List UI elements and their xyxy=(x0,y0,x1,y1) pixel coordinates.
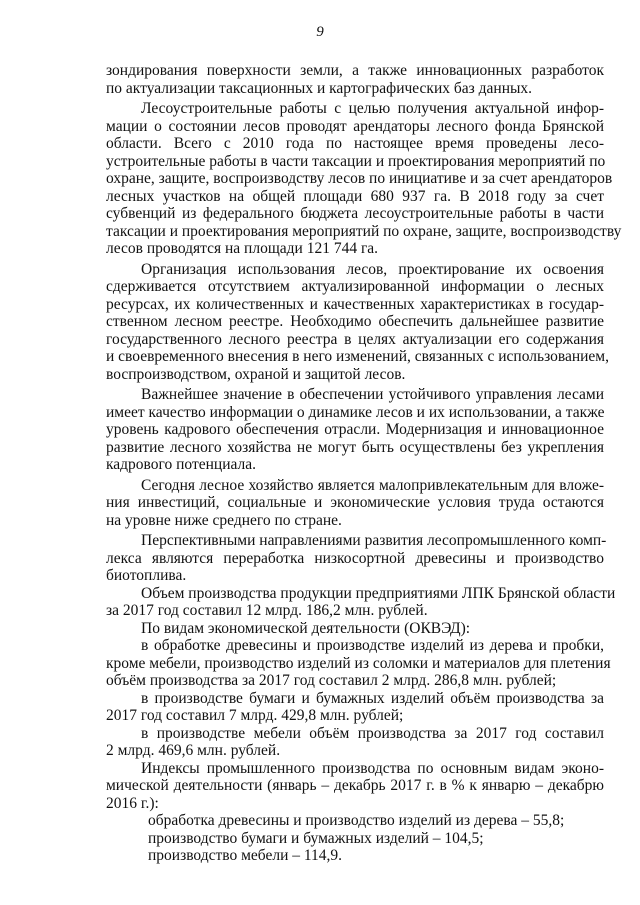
text-line: ния инвестиций, социальные и экономические условия труда остаются xyxy=(106,494,604,511)
text-line: 2 млрд. 469,6 млн. рублей. xyxy=(106,742,281,759)
text-line: мации о состоянии лесов проводят арендаторы лесного фонда Брянской xyxy=(106,117,604,135)
text-line: Важнейшее значение в обеспечении устойчивого управления лесами xyxy=(141,386,604,403)
text-line: объём производства за 2017 год составил 2 млрд. 286,8 млн. рублей; xyxy=(106,672,557,689)
text-line: 2016 г.): xyxy=(106,794,159,812)
text-line: устроительные работы в части таксации и проектирования мероприятий по xyxy=(106,152,606,170)
text-line: лекса являются переработка низкосортной древесины и производство xyxy=(106,549,604,567)
text-line: и своевременного внесения в него изменений, связанных с использованием, xyxy=(106,348,609,365)
text-line: развитие лесного хозяйства не могут быть осуществлены без укрепления xyxy=(106,438,604,456)
text-line: производство мебели – 114,9. xyxy=(148,847,343,864)
body-text xyxy=(106,62,622,865)
text-line: кроме мебели, производство изделий из соломки и материалов для плетения xyxy=(106,654,611,672)
text-line: уровень кадрового обеспечения отрасли. Модернизация и инновационное xyxy=(106,421,604,438)
text-line: мической деятельности (январь – декабрь 2017 г. в % к январю – декабрю xyxy=(106,777,604,794)
text-line: по актуализации таксационных и картографических баз данных. xyxy=(106,79,533,97)
text-line: кадрового потенциала. xyxy=(106,456,257,473)
text-line: Объем производства продукции предприятиями ЛПК Брянской области xyxy=(141,584,616,602)
text-line: производство бумаги и бумажных изделий – 104,5; xyxy=(148,829,484,847)
text-line: зондирования поверхности земли, а также инновационных разработок xyxy=(106,62,604,79)
text-line: государственного лесного реестра в целях актуализации его содержания xyxy=(106,330,604,348)
text-line: лесов проводятся на площади 121 744 га. xyxy=(106,240,379,257)
text-line: биотоплива. xyxy=(106,567,187,584)
text-line: охране, защите, воспроизводству лесов по инициативе и за счет арендаторов xyxy=(106,170,613,187)
text-line: за 2017 год составил 12 млрд. 186,2 млн. рублей. xyxy=(106,602,428,619)
text-line: субвенций из федерального бюджета лесоустроительные работы в части xyxy=(106,205,604,222)
text-line: По видам экономической деятельности (ОКВЭД): xyxy=(141,619,471,637)
text-line: Организация использования лесов, проектирование их освоения xyxy=(141,260,604,278)
text-line: обработка древесины и производство изделий из дерева – 55,8; xyxy=(148,812,565,829)
text-line: сдерживается отсутствием актуализированной информации о лесных xyxy=(106,278,604,295)
text-line: таксации и проектирования мероприятий по охране, защите, воспроизводству xyxy=(106,222,622,240)
text-line: Перспективными направлениями развития лесопромышленного комп- xyxy=(141,532,607,549)
text-line: Сегодня лесное хозяйство является малопривлекательным для вложе- xyxy=(141,476,604,494)
text-line: Лесоустроительные работы с целью получения актуальной инфор- xyxy=(141,100,604,117)
text-line: 2017 год составил 7 млрд. 429,8 млн. рублей; xyxy=(106,707,404,724)
text-line: области. Всего с 2010 года по настоящее время проведены лесо- xyxy=(106,135,604,152)
text-line: лесных участков на общей площади 680 937 га. В 2018 году за счет xyxy=(106,187,604,205)
text-line: ственном лесном реестре. Необходимо обеспечить дальнейшее развитие xyxy=(106,313,604,330)
text-line: в производстве бумаги и бумажных изделий объём производства за xyxy=(141,689,604,707)
text-line: воспроизводством, охраной и защитой лесов. xyxy=(106,365,406,383)
text-line: имеет качество информации о динамике лесов и их использовании, а также xyxy=(106,403,605,421)
text-line: в обработке древесины и производстве изделий из дерева и пробки, xyxy=(141,637,604,654)
text-line: Индексы промышленного производства по основным видам эконо- xyxy=(141,759,604,777)
text-line: ресурсах, их количественных и качественных характеристиках в государ- xyxy=(106,295,604,313)
page-number: 9 xyxy=(316,24,324,40)
text-line: на уровне ниже среднего по стране. xyxy=(106,511,342,529)
text-line: в производстве мебели объём производства за 2017 год составил xyxy=(141,724,604,742)
